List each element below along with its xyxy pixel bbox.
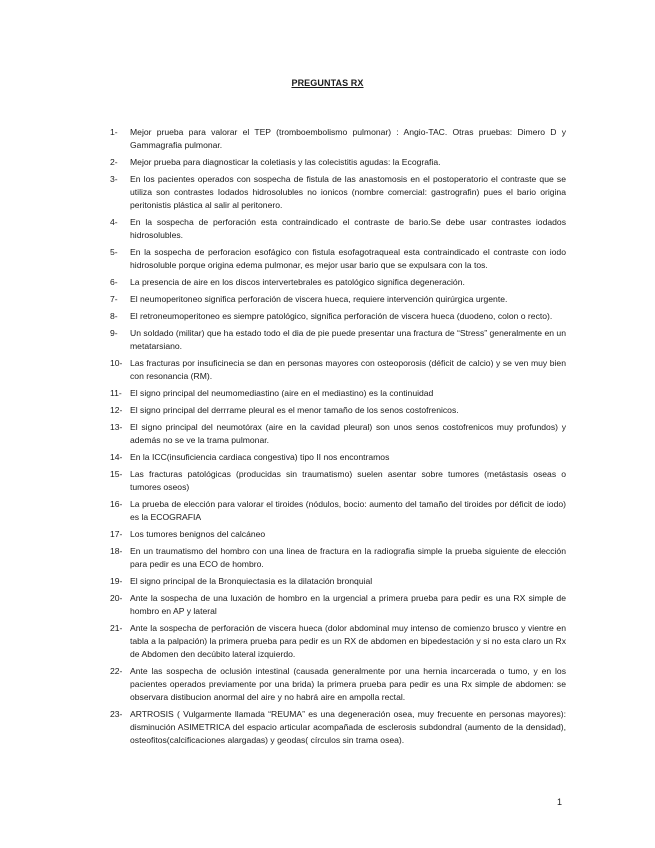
document-title: PREGUNTAS RX [291, 78, 364, 88]
question-item [110, 592, 566, 618]
question-number: 11- [110, 388, 122, 398]
question-number: 13- [110, 422, 123, 432]
question-item [110, 528, 566, 541]
question-item [110, 173, 566, 212]
question-item [110, 665, 566, 704]
question-item [110, 622, 566, 661]
question-number: 5- [110, 247, 118, 257]
question-item [110, 310, 566, 323]
question-item [110, 156, 566, 169]
question-item [110, 468, 566, 494]
question-number: 6- [110, 277, 118, 287]
question-item [110, 451, 566, 464]
question-number: 15- [110, 469, 123, 479]
question-text: Un soldado (militar) que ha estado todo el dia de pie puede presentar una fractura de “Stress” generalmente en un metatarsiano. [130, 328, 566, 351]
question-text: Las fracturas por insuficinecia se dan en personas mayores con osteoporosis (déficit de calcio) y se ven muy bien con resonancia (RM). [130, 358, 566, 381]
question-text: El neumoperitoneo significa perforación de viscera hueca, requiere intervención quirúrgica urgente. [130, 294, 508, 304]
question-number: 21- [110, 623, 123, 633]
question-number: 12- [110, 405, 123, 415]
question-text: En los pacientes operados con sospecha de fistula de las anastomosis en el postoperatorio el contraste que se utiliza son contrastes Iodados hidrosolubles no ionicos (nombre comercial: gastrografin) pues el bario origina peritonistis plástica al salir al peritonero. [130, 174, 566, 210]
question-number: 18- [110, 546, 123, 556]
question-item [110, 357, 566, 383]
question-item [110, 575, 566, 588]
question-item [110, 246, 566, 272]
question-number: 9- [110, 328, 118, 338]
question-item [110, 708, 566, 747]
question-item [110, 498, 566, 524]
question-item [110, 545, 566, 571]
page-number: 1 [557, 797, 563, 807]
question-text: En la ICC(insuficiencia cardiaca congestiva) tipo II nos encontramos [130, 452, 390, 462]
question-text: El signo principal del neumotórax (aire en la cavidad pleural) son unos senos costofrenicos muy profundos) y además no se ve la trama pulmonar. [130, 422, 566, 445]
question-item [110, 276, 566, 289]
question-item [110, 126, 566, 152]
question-text: Mejor prueba para diagnosticar la coletiasis y las colecistitis agudas: la Ecografia. [130, 157, 441, 167]
question-number: 14- [110, 452, 123, 462]
question-number: 23- [110, 709, 123, 719]
question-text: El signo principal del derrrame pleural es el menor tamaño de los senos costofrenicos. [130, 405, 459, 415]
question-item [110, 327, 566, 353]
question-number: 10- [110, 358, 123, 368]
question-number: 2- [110, 157, 118, 167]
question-number: 20- [110, 593, 123, 603]
question-number: 17- [110, 529, 123, 539]
question-text: En un traumatismo del hombro con una linea de fractura en la radiografia simple la prueba siguiente de elección para pedir es una ECO de hombro. [130, 546, 566, 569]
question-text: Los tumores benignos del calcáneo [130, 529, 266, 539]
question-number: 1- [110, 127, 118, 137]
question-text: La presencia de aire en los discos intervertebrales es patológico significa degeneración. [130, 277, 465, 287]
question-item [110, 387, 566, 400]
question-text: Ante la sospecha de una luxación de hombro en la urgencial a primera prueba para pedir es una RX simple de hombro en AP y lateral [130, 593, 566, 616]
question-number: 22- [110, 666, 123, 676]
question-text: Ante las sospecha de oclusión intestinal (causada generalmente por una hernia incarcerada o tumo, y en los pacientes operados previamente por una brida) la primera prueba para pedir es una Rx simple de abdomen: se observara distibucion anormal del aire y no habrá aire en ampolla rectal. [130, 666, 566, 702]
question-number: 7- [110, 294, 118, 304]
question-number: 4- [110, 217, 118, 227]
question-text: Ante la sospecha de perforación de viscera hueca (dolor abdominal muy intenso de comienzo brusco y vientre en tabla a la palpación) la primera prueba para pedir es un RX de abdomen en bipedestación y si no esta claro un Rx de Abdomen den decúbito lateral izquierdo. [130, 623, 566, 659]
question-number: 19- [110, 576, 123, 586]
questions-list [110, 126, 566, 751]
question-number: 16- [110, 499, 123, 509]
question-item [110, 293, 566, 306]
question-item [110, 404, 566, 417]
question-text: En la sospecha de perforacion esofágico con fistula esofagotraqueal esta contraindicado el contraste con iodo hidrosoluble porque origina edema pulmonar, es mejor usar bario que se expulsara con la tos. [130, 247, 566, 270]
question-number: 3- [110, 174, 118, 184]
question-text: El signo principal de la Bronquiectasia es la dilatación bronquial [130, 576, 373, 586]
question-text: ARTROSIS ( Vulgarmente llamada “REUMA” es una degeneración osea, muy frecuente en personas mayores): disminución ASIMETRICA del espacio articular acompañada de esclerosis subdondral (aumento de la densidad), osteofitos(calcificaciones alargadas) y geodas( círculos sin trama osea). [130, 709, 566, 745]
question-text: El retroneumoperitoneo es siempre patológico, significa perforación de viscera hueca (duodeno, colon o recto). [130, 311, 553, 321]
question-text: Mejor prueba para valorar el TEP (tromboembolismo pulmonar) : Angio-TAC. Otras pruebas: Dimero D y Gammagrafia pulmonar. [130, 127, 566, 150]
question-item [110, 216, 566, 242]
question-text: Las fracturas patológicas (producidas sin traumatismo) suelen asentar sobre tumores (metástasis oseas o tumores oseos) [130, 469, 566, 492]
question-text: En la sospecha de perforación esta contraindicado el contraste de bario.Se debe usar contrastes iodados hidrosolubles. [130, 217, 566, 240]
question-item [110, 421, 566, 447]
question-text: La prueba de elección para valorar el tiroides (nódulos, bocio: aumento del tamaño del tiroides por déficit de iodo) es la ECOGRAFIA [130, 499, 566, 522]
question-number: 8- [110, 311, 118, 321]
question-text: El signo principal del neumomediastino (aire en el mediastino) es la continuidad [130, 388, 434, 398]
